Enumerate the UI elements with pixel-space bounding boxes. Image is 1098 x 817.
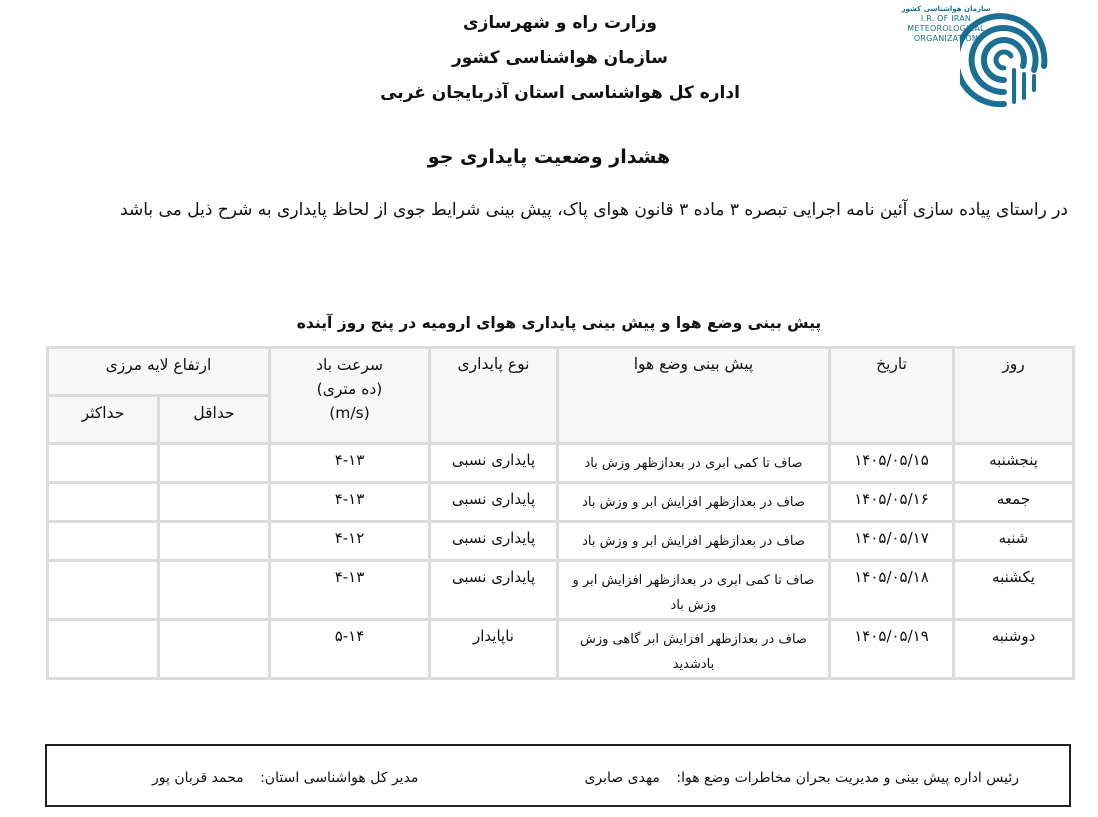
- forecast-head-name: مهدی صابری: [584, 770, 660, 786]
- cell-min: [159, 561, 270, 620]
- wind-header-line-1: سرعت باد: [316, 356, 383, 374]
- cell-date: ۱۴۰۵/۰۵/۱۹: [830, 620, 954, 679]
- cell-stability: پایداری نسبی: [430, 522, 558, 561]
- forecast-head-title: رئیس اداره پیش بینی و مدیریت بحران مخاطرات وضع هوا:: [676, 770, 1019, 786]
- col-header-wind: [270, 348, 430, 444]
- col-header-boundary-layer: ارتفاع لایه مرزی: [48, 348, 270, 396]
- organization-logo: [896, 4, 1048, 112]
- logo-english-line-1: I.R. OF IRAN: [920, 14, 972, 23]
- intro-paragraph: در راستای پیاده سازی آئین نامه اجرایی تبصره ۳ ماده ۳ قانون هوای پاک، پیش بینی شرایط جوی از لحاظ پایداری به شرح ذیل می باشد: [120, 200, 1068, 220]
- cell-weather: صاف در بعدازظهر افزایش ابر و وزش باد: [558, 522, 830, 561]
- signature-box: [45, 744, 1071, 807]
- cell-stability: پایداری نسبی: [430, 483, 558, 522]
- cell-wind: ۵-۱۴: [270, 620, 430, 679]
- cell-wind: ۴-۱۳: [270, 444, 430, 483]
- col-header-day: روز: [954, 348, 1074, 444]
- table-row: [48, 522, 1074, 561]
- forecast-table: [46, 346, 1075, 680]
- header-line-department: اداره کل هواشناسی استان آذربایجان غربی: [380, 83, 740, 103]
- cell-weather: صاف تا کمی ابری در بعدازظهر وزش باد: [558, 444, 830, 483]
- director-signature: [152, 770, 418, 786]
- table-row: [48, 620, 1074, 679]
- cell-max: [48, 620, 159, 679]
- cell-min: [159, 444, 270, 483]
- page-title: هشدار وضعیت پایداری جو: [427, 146, 671, 168]
- table-row: [48, 561, 1074, 620]
- table-row: [48, 444, 1074, 483]
- cell-min: [159, 620, 270, 679]
- cell-wind: ۴-۱۳: [270, 561, 430, 620]
- cell-stability: ناپایدار: [430, 620, 558, 679]
- director-title: مدیر کل هواشناسی استان:: [260, 770, 419, 786]
- cell-max: [48, 483, 159, 522]
- cell-min: [159, 483, 270, 522]
- spiral-emblem-icon: [960, 4, 1048, 112]
- cell-stability: پایداری نسبی: [430, 444, 558, 483]
- cell-date: ۱۴۰۵/۰۵/۱۵: [830, 444, 954, 483]
- cell-date: ۱۴۰۵/۰۵/۱۶: [830, 483, 954, 522]
- cell-date: ۱۴۰۵/۰۵/۱۷: [830, 522, 954, 561]
- col-header-date: تاریخ: [830, 348, 954, 444]
- cell-wind: ۴-۱۳: [270, 483, 430, 522]
- cell-day: جمعه: [954, 483, 1074, 522]
- col-header-min: حداقل: [159, 396, 270, 444]
- col-header-weather: پیش بینی وضع هوا: [558, 348, 830, 444]
- cell-date: ۱۴۰۵/۰۵/۱۸: [830, 561, 954, 620]
- ministry-header: [360, 6, 760, 111]
- cell-max: [48, 522, 159, 561]
- logo-english-line-2: METEOROLOGICAL: [907, 24, 985, 33]
- table-title: پیش بینی وضع هوا و پیش بینی پایداری هوای ارومیه در پنج روز آینده: [296, 314, 822, 332]
- header-line-organization: سازمان هواشناسی کشور: [451, 48, 668, 68]
- cell-day: پنجشنبه: [954, 444, 1074, 483]
- table-row: [48, 483, 1074, 522]
- cell-day: دوشنبه: [954, 620, 1074, 679]
- wind-header-line-3: (m/s): [329, 404, 370, 422]
- col-header-stability: نوع پایداری: [430, 348, 558, 444]
- cell-weather: صاف در بعدازظهر افزایش ابر و وزش باد: [558, 483, 830, 522]
- cell-day: شنبه: [954, 522, 1074, 561]
- cell-weather: صاف تا کمی ابری در بعدازظهر افزایش ابر و وزش باد: [558, 561, 830, 620]
- cell-max: [48, 561, 159, 620]
- cell-max: [48, 444, 159, 483]
- logo-english-line-3: ORGANIZATION: [913, 34, 979, 43]
- cell-day: یکشنبه: [954, 561, 1074, 620]
- table-header-row: [48, 348, 1074, 396]
- col-header-max: حداکثر: [48, 396, 159, 444]
- forecast-head-signature: [584, 770, 1019, 786]
- director-name: محمد قربان پور: [152, 770, 244, 786]
- cell-min: [159, 522, 270, 561]
- logo-persian-name: سازمان هواشناسی کشور: [901, 5, 991, 13]
- wind-header-line-2: (ده متری): [316, 380, 383, 398]
- cell-wind: ۴-۱۲: [270, 522, 430, 561]
- header-line-ministry: وزارت راه و شهرسازی: [462, 13, 657, 33]
- cell-stability: پایداری نسبی: [430, 561, 558, 620]
- cell-weather: صاف در بعدازظهر افزایش ابر گاهی وزش بادشدید: [558, 620, 830, 679]
